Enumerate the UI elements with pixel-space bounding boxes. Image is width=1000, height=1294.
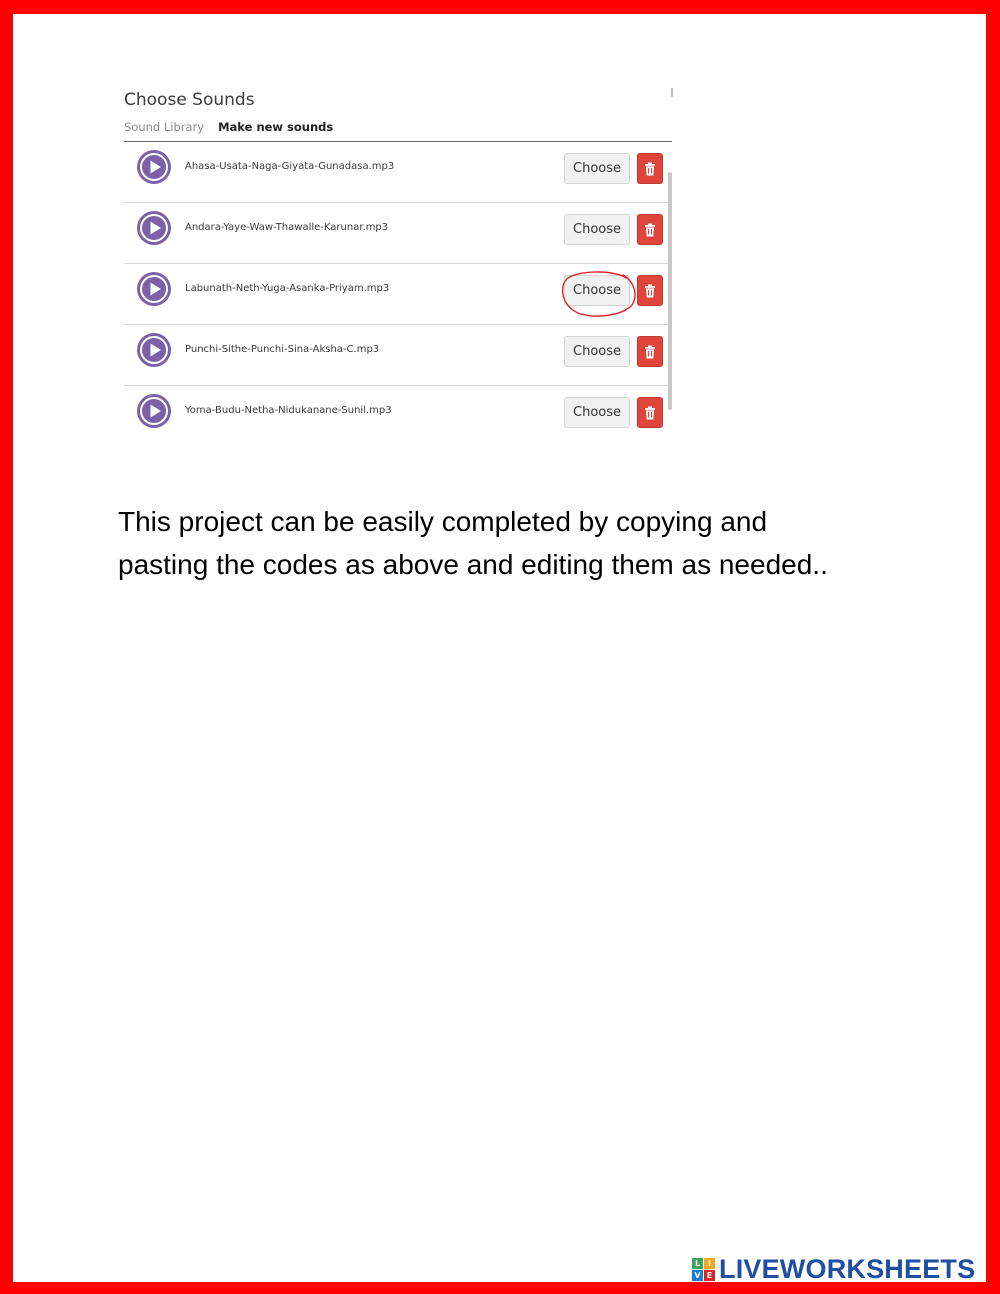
logo-wordmark: LIVEWORKSHEETS xyxy=(719,1253,976,1284)
trash-icon xyxy=(644,223,656,237)
logo-letter: V xyxy=(692,1270,703,1281)
sound-row xyxy=(124,264,668,325)
scrollbar[interactable] xyxy=(668,172,672,410)
play-button[interactable] xyxy=(137,272,171,306)
sound-list xyxy=(124,142,668,434)
play-button[interactable] xyxy=(137,394,171,428)
sound-row xyxy=(124,142,668,203)
choose-button[interactable]: Choose xyxy=(564,153,630,184)
choose-sounds-panel xyxy=(118,84,680,434)
sound-row xyxy=(124,203,668,264)
delete-button[interactable] xyxy=(637,214,663,245)
liveworksheets-logo xyxy=(692,1255,975,1283)
sound-row xyxy=(124,325,668,386)
sound-filename: Andara-Yaye-Waw-Thawalle-Karunar.mp3 xyxy=(185,222,389,233)
trash-icon xyxy=(644,345,656,359)
choose-button[interactable]: Choose xyxy=(564,336,630,367)
play-button[interactable] xyxy=(137,333,171,367)
delete-button[interactable] xyxy=(637,397,663,428)
instruction-paragraph xyxy=(118,500,938,586)
sound-tabs xyxy=(124,120,333,134)
delete-button[interactable] xyxy=(637,153,663,184)
choose-button[interactable]: Choose xyxy=(564,397,630,428)
sound-filename: Yoma-Budu-Netha-Nidukanane-Sunil.mp3 xyxy=(185,405,392,416)
logo-letter: E xyxy=(704,1270,715,1281)
sound-filename: Ahasa-Usata-Naga-Giyata-Gunadasa.mp3 xyxy=(185,161,395,172)
trash-icon xyxy=(644,284,656,298)
panel-title: Choose Sounds xyxy=(124,90,255,110)
sound-filename: Labunath-Neth-Yuga-Asanka-Priyam.mp3 xyxy=(185,283,390,294)
choose-button[interactable]: Choose xyxy=(564,214,630,245)
scrollbar-arrow[interactable] xyxy=(671,88,673,97)
play-icon xyxy=(137,150,171,184)
tab-sound-library[interactable]: Sound Library xyxy=(124,120,205,134)
sound-row xyxy=(124,386,668,434)
play-icon xyxy=(137,272,171,306)
play-icon xyxy=(137,211,171,245)
instruction-line-2: pasting the codes as above and editing them as needed.. xyxy=(118,549,828,580)
logo-letter: L xyxy=(692,1258,703,1269)
choose-button[interactable]: Choose xyxy=(564,275,630,306)
trash-icon xyxy=(644,162,656,176)
tab-make-new-sounds[interactable]: Make new sounds xyxy=(218,120,334,134)
liveworksheets-logo-mark xyxy=(692,1258,715,1281)
play-icon xyxy=(137,333,171,367)
delete-button[interactable] xyxy=(637,275,663,306)
play-icon xyxy=(137,394,171,428)
play-button[interactable] xyxy=(137,211,171,245)
logo-letter: I xyxy=(704,1258,715,1269)
delete-button[interactable] xyxy=(637,336,663,367)
play-button[interactable] xyxy=(137,150,171,184)
instruction-line-1: This project can be easily completed by copying and xyxy=(118,506,768,537)
sound-filename: Punchi-Sithe-Punchi-Sina-Aksha-C.mp3 xyxy=(185,344,380,355)
trash-icon xyxy=(644,406,656,420)
